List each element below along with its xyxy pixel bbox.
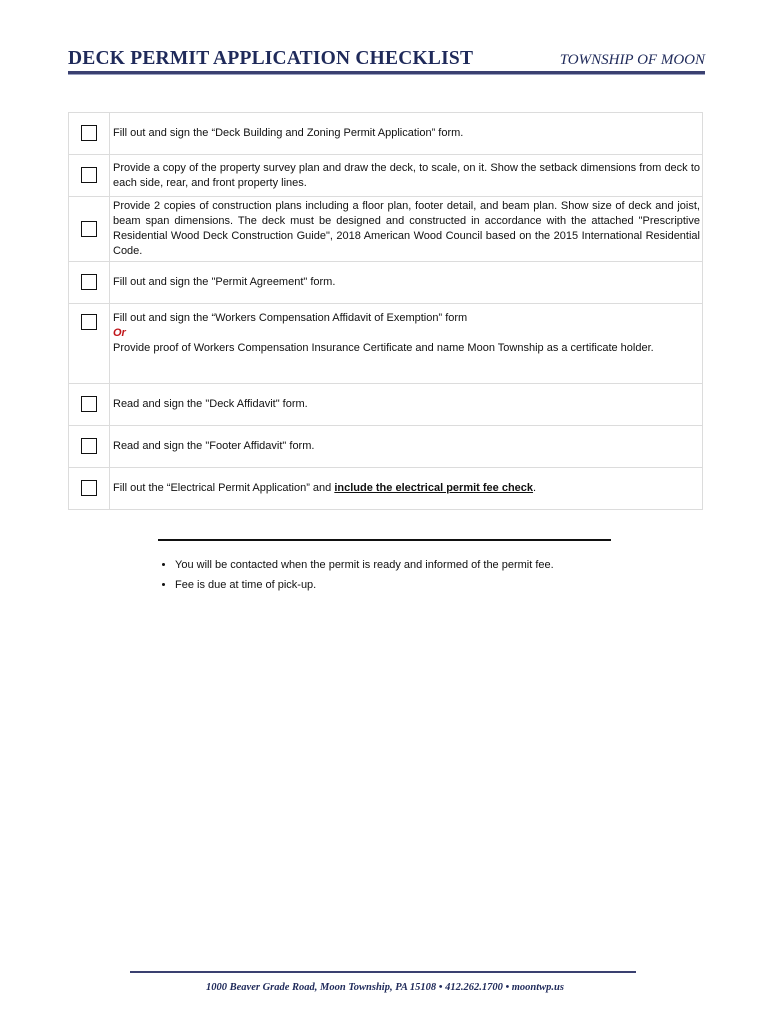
footer-address: 1000 Beaver Grade Road, Moon Township, PA 15108 • 412.262.1700 • moontwp.us [206,982,564,993]
organization-name: TOWNSHIP OF MOON [559,52,705,68]
checklist-item-text [110,468,703,510]
list-item: • You will be contacted when the permit is ready and informed of the permit fee. [175,555,645,575]
checklist-row [69,304,703,384]
list-item: • Fee is due at time of pick-up. [175,575,645,595]
checklist-row [69,468,703,510]
checklist-item-text: Provide a copy of the property survey plan and draw the deck, to scale, on it. Show the setback dimensions from deck to each side, rear, and front property lines. [110,155,703,197]
checklist-row [69,155,703,197]
workers-comp-exemption-text: Fill out and sign the “Workers Compensation Affidavit of Exemption” form [113,312,468,324]
checklist-item-text: Read and sign the "Deck Affidavit" form. [110,384,703,426]
checklist-table [68,112,703,510]
checkbox[interactable] [81,274,97,290]
section-divider [158,539,611,541]
checklist-item-text: Fill out and sign the "Permit Agreement" form. [110,262,703,304]
checklist-row [69,426,703,468]
notes-list [157,555,645,595]
footer-divider [130,971,636,973]
checklist-row [69,197,703,262]
checkbox[interactable] [81,396,97,412]
checklist-row [69,113,703,155]
electrical-application-text: Fill out the “Electrical Permit Application” and [113,482,335,494]
page-title: DECK PERMIT APPLICATION CHECKLIST [68,48,474,69]
electrical-fee-emphasis: include the electrical permit fee check [334,482,534,494]
checklist-item-text [110,304,703,384]
checkbox[interactable] [81,480,97,496]
electrical-suffix: . [533,482,537,494]
header-divider [68,71,705,75]
checkbox[interactable] [81,221,97,237]
checklist-item-text: Provide 2 copies of construction plans including a floor plan, footer detail, and beam plan. Show size of deck and joist, beam span dimensions. The deck must be designed and constructed in accordance with the attached "Prescriptive Residential Wood Deck Construction Guide", 2018 American Wood Council based on the 2015 International Residential Code. [110,197,703,262]
checkbox[interactable] [81,438,97,454]
checklist-item-text: Read and sign the "Footer Affidavit" form. [110,426,703,468]
workers-comp-insurance-text: Provide proof of Workers Compensation Insurance Certificate and name Moon Township as a certificate holder. [113,342,654,354]
checklist-row [69,262,703,304]
or-label: Or [113,327,126,339]
checklist-row [69,384,703,426]
checkbox[interactable] [81,167,97,183]
checklist-item-text: Fill out and sign the “Deck Building and Zoning Permit Application” form. [110,113,703,155]
checkbox[interactable] [81,125,97,141]
checkbox[interactable] [81,314,97,330]
